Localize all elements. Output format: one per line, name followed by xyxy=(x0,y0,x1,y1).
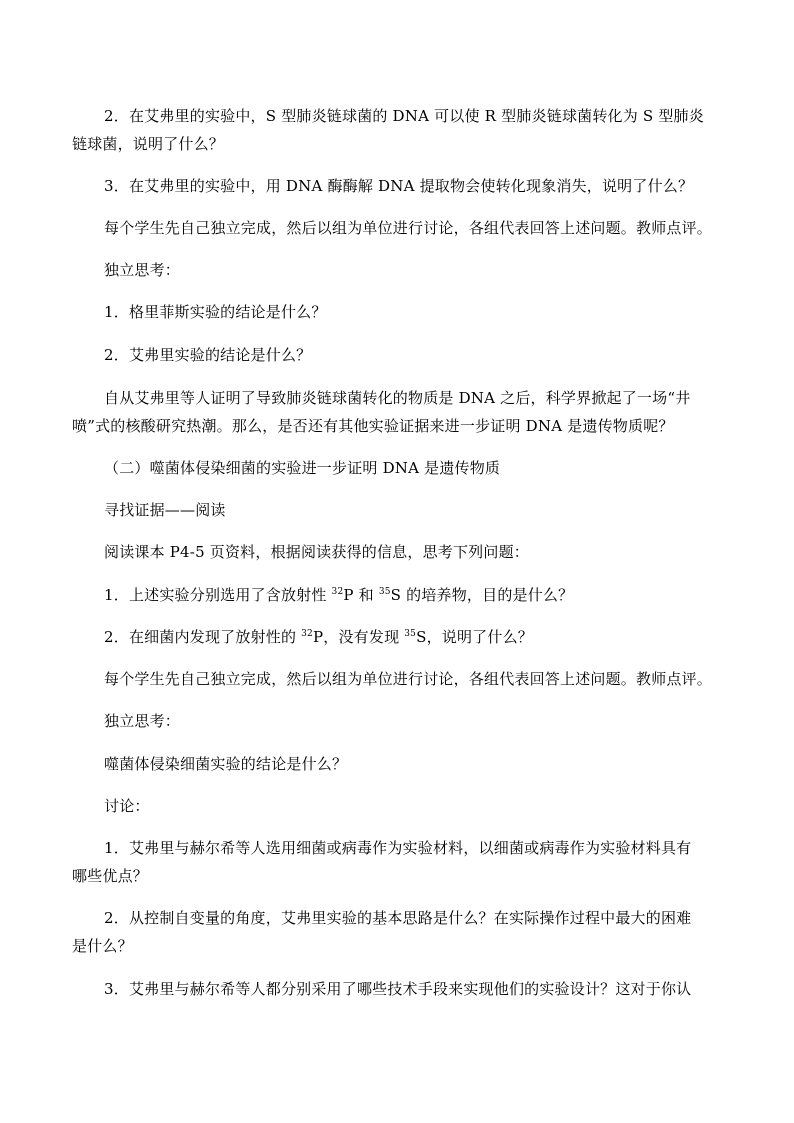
reading-question-1-part-a: 1．上述实验分别选用了含放射性 xyxy=(104,586,332,604)
discussion-question-3-line-1: 3．艾弗里与赫尔希等人都分别采用了哪些技术手段来实现他们的实验设计？这对于你认 xyxy=(104,980,692,998)
reading-question-2 xyxy=(104,623,724,651)
phage-conclusion-question: 噬菌体侵染细菌实验的结论是什么？ xyxy=(104,755,348,773)
thinking-question-2: 2．艾弗里实验的结论是什么？ xyxy=(104,346,312,364)
section-heading-2: （二）噬菌体侵染细菌的实验进一步证明 DNA 是遗传物质 xyxy=(104,459,501,477)
question-3: 3．在艾弗里的实验中，用 DNA 酶酶解 DNA 提取物会使转化现象消失，说明了什么？ xyxy=(104,177,694,195)
discussion-question-2-line-1: 2．从控制自变量的角度，艾弗里实验的基本思路是什么？在实际操作过程中最大的困难 xyxy=(104,909,692,927)
isotope-mass-32: 32 xyxy=(301,629,313,639)
independent-thinking-heading-1: 独立思考： xyxy=(104,261,181,279)
reading-instruction: 阅读课本 P4-5 页资料，根据阅读获得的信息，思考下列问题： xyxy=(104,543,529,561)
discussion-question-1-line-1: 1．艾弗里与赫尔希等人选用细菌或病毒作为实验材料，以细菌或病毒作为实验材料具有 xyxy=(104,839,692,857)
reading-question-1 xyxy=(104,581,724,609)
paragraph-line-1: 自从艾弗里等人证明了导致肺炎链球菌转化的物质是 DNA 之后，科学界掀起了一场“井 xyxy=(104,389,691,407)
instruction-paragraph-2: 每个学生先自己独立完成，然后以组为单位进行讨论，各组代表回答上述问题。教师点评。 xyxy=(104,670,713,688)
thinking-question-1: 1．格里菲斯实验的结论是什么？ xyxy=(104,303,327,321)
reading-question-2-part-b: P，没有发现 xyxy=(312,628,405,646)
discussion-question-2-line-2: 是什么？ xyxy=(72,937,133,955)
question-2-line-1: 2．在艾弗里的实验中，S 型肺炎链球菌的 DNA 可以使 R 型肺炎链球菌转化为 S 型肺炎 xyxy=(104,107,704,125)
isotope-mass-35: 35 xyxy=(404,629,417,639)
paragraph-line-2: 喷”式的核酸研究热潮。那么，是否还有其他实验证据来进一步证明 DNA 是遗传物质呢？ xyxy=(72,417,674,435)
isotope-mass-32: 32 xyxy=(331,587,344,597)
reading-question-2-part-c: S，说明了什么？ xyxy=(416,628,533,646)
reading-question-1-part-c: S 的培养物，目的是什么？ xyxy=(390,586,574,604)
reading-question-2-part-a: 2．在细菌内发现了放射性的 xyxy=(104,628,302,646)
instruction-paragraph-1: 每个学生先自己独立完成，然后以组为单位进行讨论，各组代表回答上述问题。教师点评。 xyxy=(104,219,713,237)
independent-thinking-heading-2: 独立思考： xyxy=(104,712,181,730)
discussion-heading: 讨论： xyxy=(104,797,150,815)
discussion-question-1-line-2: 哪些优点？ xyxy=(72,867,149,885)
reading-question-1-part-b: P 和 xyxy=(343,586,379,604)
find-evidence-heading: 寻找证据——阅读 xyxy=(104,501,226,519)
isotope-mass-35: 35 xyxy=(378,587,391,597)
question-2-line-2: 链球菌，说明了什么？ xyxy=(72,135,225,153)
